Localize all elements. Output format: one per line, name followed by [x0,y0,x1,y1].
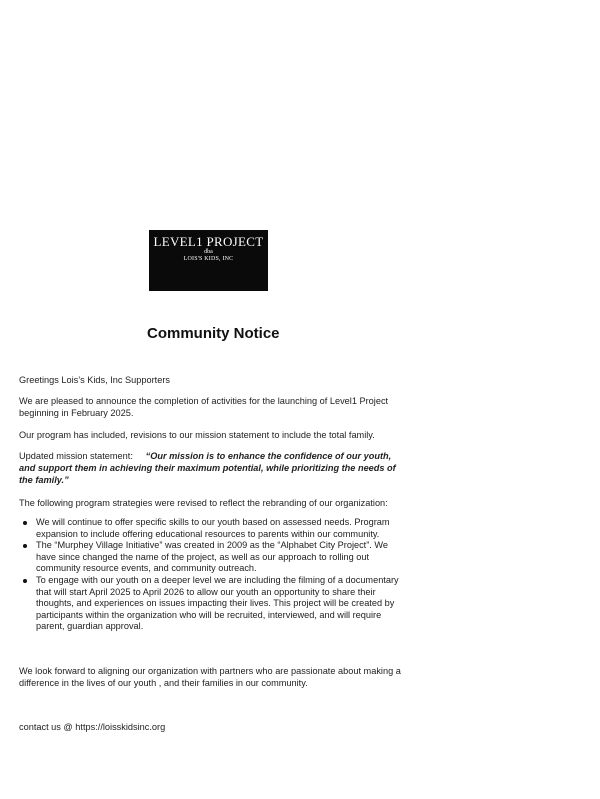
program-paragraph: Our program has included, revisions to our mission statement to include the total family. [19,430,375,440]
mission-label: Updated mission statement: [19,451,133,461]
bullet-icon [23,544,27,548]
list-item-text: We will continue to offer specific skills to our youth based on assessed needs. Program expansion to include offering educational resources to parents within our community. [36,517,390,539]
logo-dba: dba [204,249,213,255]
page-title: Community Notice [147,325,280,342]
list-item [19,540,404,575]
list-item-text: To engage with our youth on a deeper level we are including the filming of a documentary that will start April 2025 to April 2026 to allow our youth an opportunity to share their thoughts, and experiences on issues impacting their lives. This project will be created by participants within the organization who will be recruited, interviewed, and will require parent, guardian approval. [36,574,399,632]
bullet-icon [23,521,27,525]
logo-title: LEVEL1 PROJECT [153,234,264,249]
strategies-list [19,517,404,633]
greeting-text: Greetings Lois’s Kids, Inc Supporters [19,375,170,385]
closing-paragraph: We look forward to aligning our organization with partners who are passionate about making a difference in the lives of our youth , and their families in our community. [19,666,401,688]
strategies-intro: The following program strategies were revised to reflect the rebranding of our organization: [19,498,388,508]
list-item-text: The “Murphey Village Initiative” was created in 2009 as the “Alphabet City Project”. We have since changed the name of the project, as well as our approach to rolling out community resource events, and community outreach. [36,540,389,574]
bullet-icon [23,579,27,583]
contact-line[interactable]: contact us @ https://loisskidsinc.org [19,722,166,732]
mission-statement [19,450,404,486]
list-item [19,517,404,540]
list-item [19,575,404,633]
level1-project-logo [149,230,268,291]
mission-text: “Our mission is to enhance the confidence of our youth, and support them in achieving their maximum potential, while prioritizing the needs of the family.” [19,451,396,485]
logo-subtitle: LOIS'S KIDS, INC [183,256,234,262]
announcement-paragraph: We are pleased to announce the completion of activities for the launching of Level1 Project beginning in February 2025. [19,396,389,418]
